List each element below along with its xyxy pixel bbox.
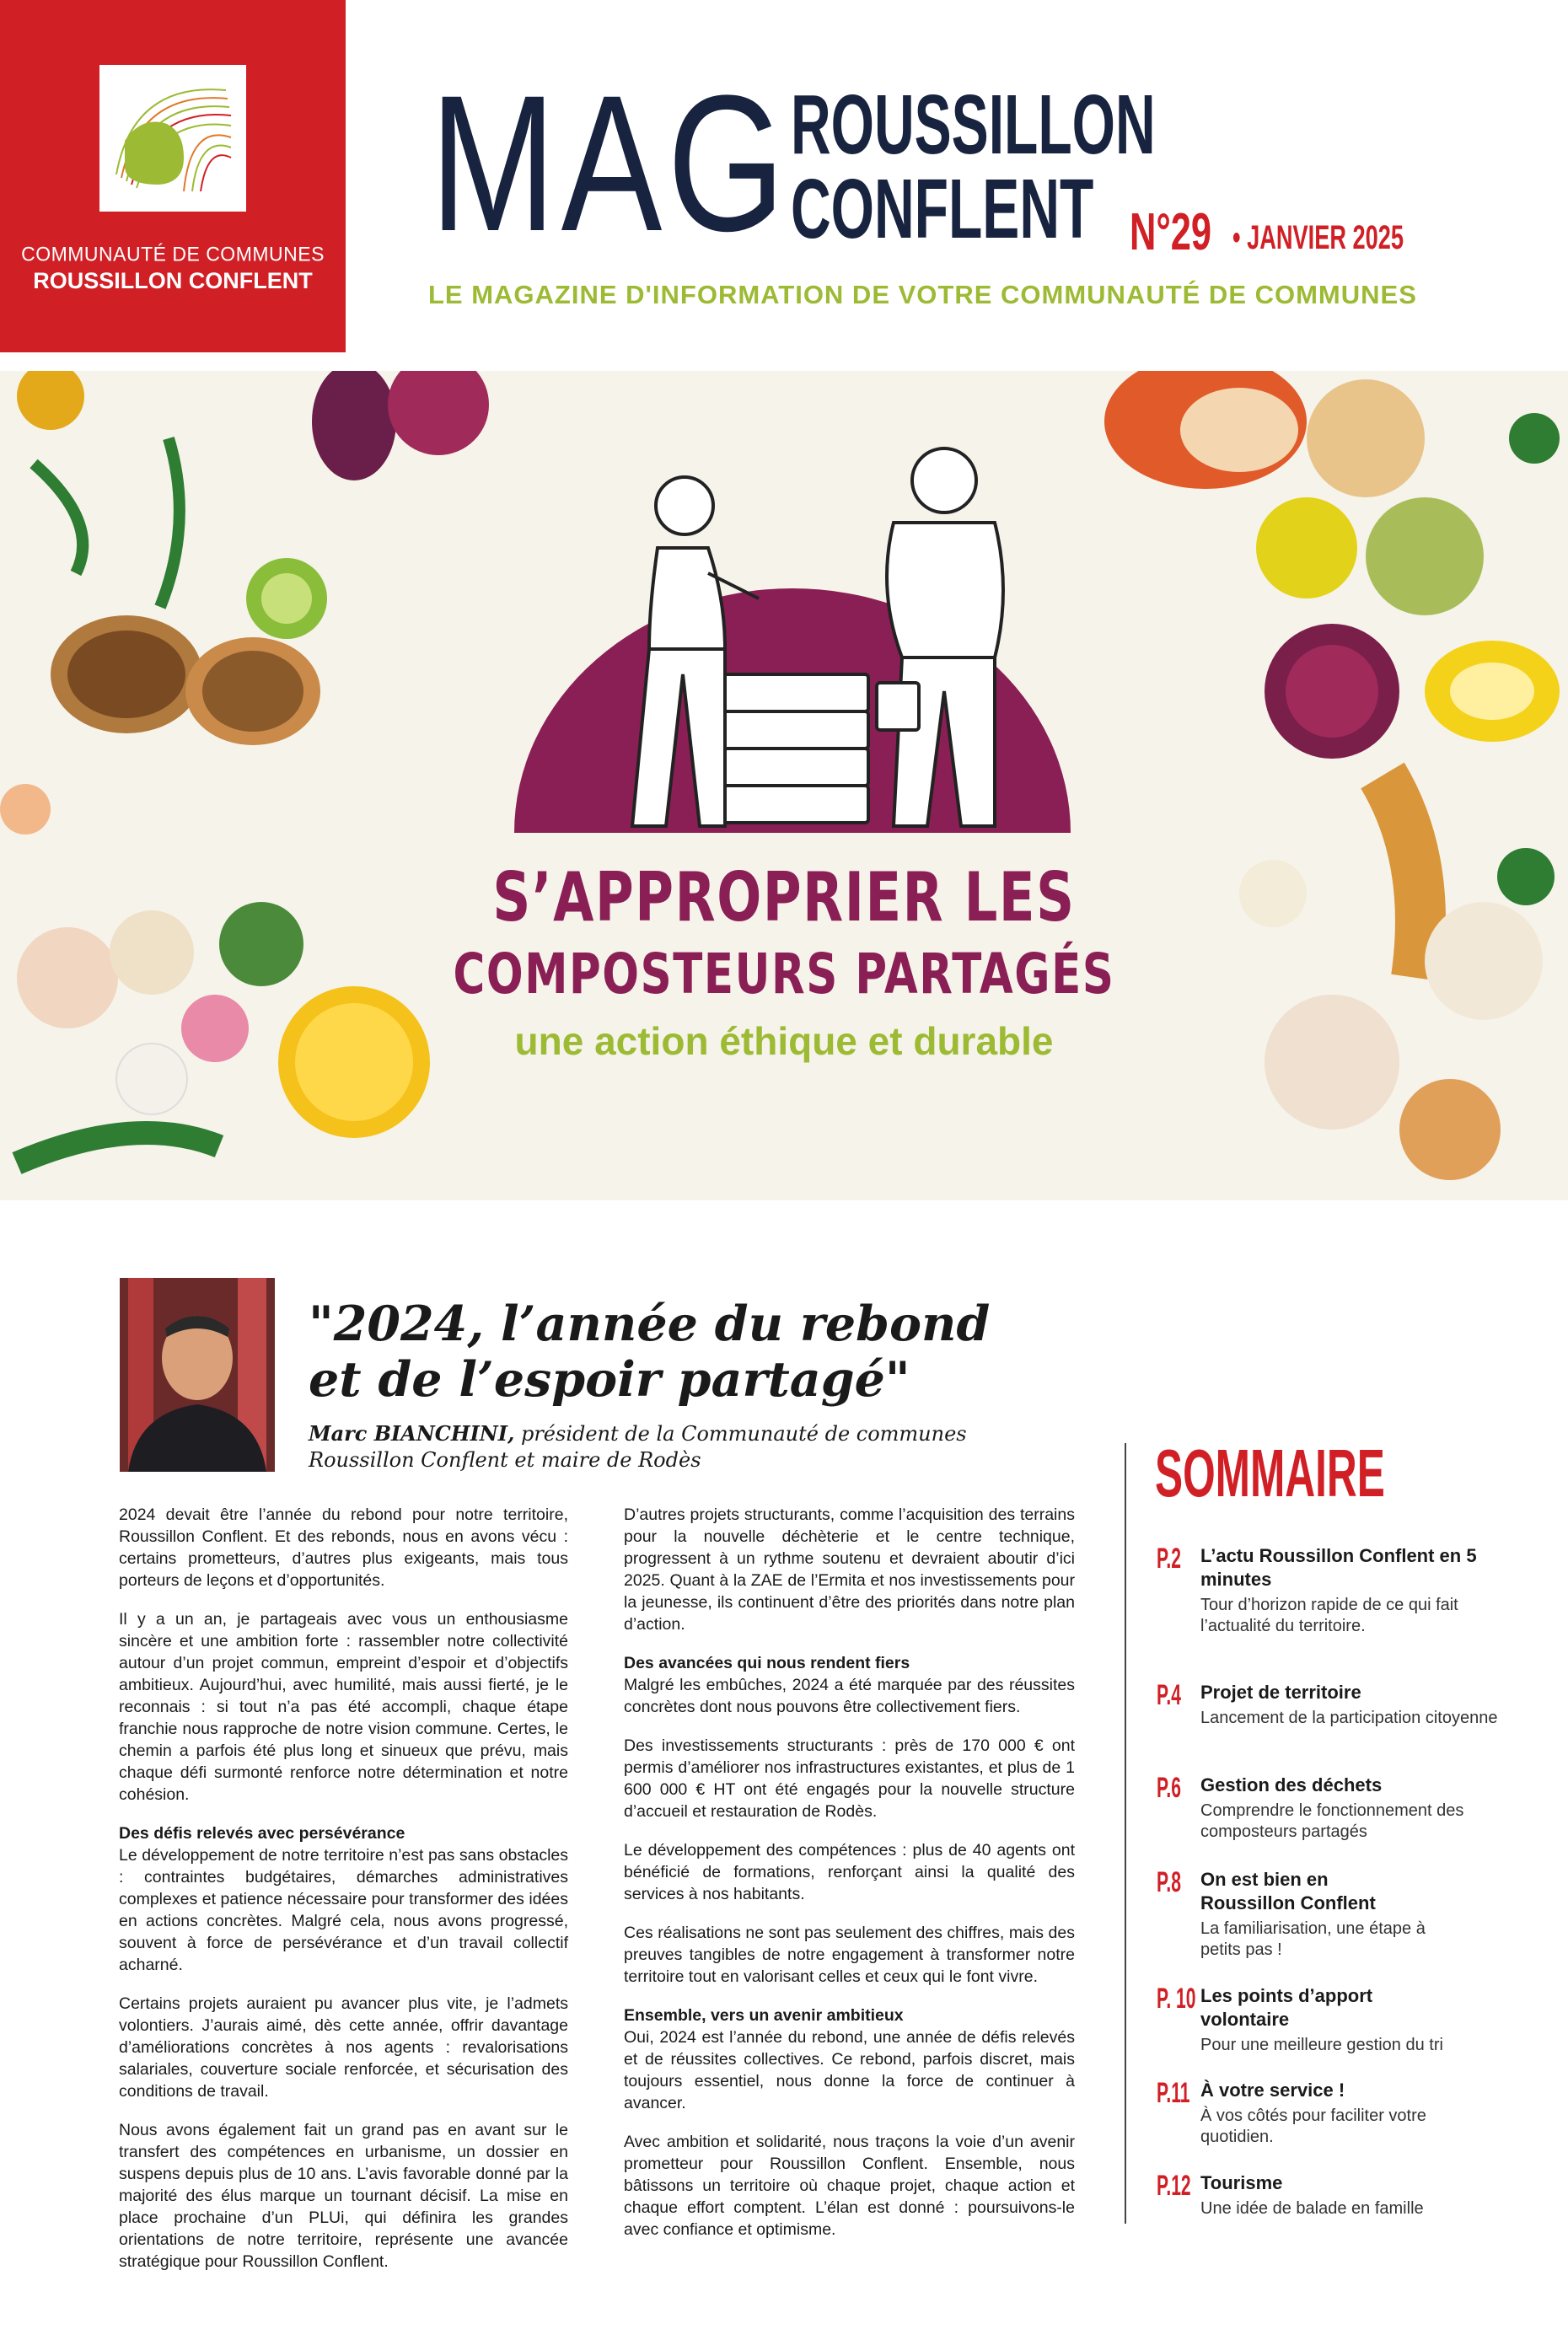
- sommaire-item-desc: Comprendre le fonctionnement des composteurs partagés: [1200, 1801, 1464, 1841]
- magazine-tagline: LE MAGAZINE D'INFORMATION DE VOTRE COMMUNAUTÉ DE COMMUNES: [428, 280, 1417, 309]
- sommaire-item-title: Tourisme: [1200, 2172, 1283, 2193]
- masthead-brand-line2: CONFLENT: [791, 162, 1094, 256]
- section-heading: Des avancées qui nous rendent fiers: [624, 1654, 910, 1672]
- sommaire-item-title: Les points d’apport volontaire: [1200, 1985, 1373, 2030]
- sommaire-item-title: L’actu Roussillon Conflent en 5 minutes: [1200, 1545, 1477, 1590]
- editorial-column-2: [624, 1504, 1075, 2257]
- paragraph: Malgré les embûches, 2024 a été marquée par des réussites concrètes dont nous pouvons être collectivement fiers.: [624, 1676, 1075, 1716]
- sommaire-page: P.4: [1157, 1679, 1181, 1711]
- editorial-title-line2: et de l’espoir partagé": [309, 1351, 910, 1408]
- editorial-byline-line2: Roussillon Conflent et maire de Rodès: [309, 1448, 701, 1472]
- sommaire-page: P.11: [1157, 2077, 1190, 2109]
- sommaire-page: P.12: [1157, 2170, 1191, 2202]
- editorial-column-1: [119, 1504, 568, 2289]
- sommaire-item-title: Projet de territoire: [1200, 1682, 1361, 1703]
- paragraph: Avec ambition et solidarité, nous traçons la voie d’un avenir prometteur pour Roussillon Conflent. Ensemble, nous bâtissons un territoire où chaque projet, chaque action et chaque effort comptent. L’élan est donné : poursuivons-le avec confiance et optimisme.: [624, 2133, 1075, 2239]
- author-name: Marc BIANCHINI,: [309, 1421, 515, 1446]
- sommaire-page: P.6: [1157, 1772, 1181, 1804]
- org-logo-emblem: [99, 65, 246, 212]
- masthead-mag: MAG: [430, 55, 791, 271]
- paragraph: Certains projets auraient pu avancer plus vite, je l’admets volontiers. J’aurais aimé, dès cette année, offrir davantage d’améliorations concrètes à nos agents : revalorisations salariales, couverture sociale renforcée, et sécurisation des conditions de travail.: [119, 1994, 568, 2101]
- paragraph: Oui, 2024 est l’année du rebond, une année de défis relevés et de réussites collectives. Ce rebond, parfois discret, mais toujours essentiel, nous donne la force de continuer à avancer.: [624, 2028, 1075, 2112]
- compost-scene-icon: [0, 371, 1568, 1200]
- section-heading: Ensemble, vers un avenir ambitieux: [624, 2006, 904, 2025]
- sommaire-page: P. 10: [1157, 1983, 1196, 2015]
- editorial-byline-line1: [309, 1421, 967, 1446]
- sommaire-item-title: On est bien en Roussillon Conflent: [1200, 1869, 1376, 1913]
- paragraph: Le développement des compétences : plus de 40 agents ont bénéficié de formations, renforçant ainsi la qualité des services à nos habitants.: [624, 1841, 1075, 1903]
- column-divider: [1125, 1443, 1126, 2224]
- sommaire-item-desc: Une idée de balade en famille: [1200, 2199, 1424, 2218]
- masthead-brand-line1: ROUSSILLON: [791, 78, 1156, 172]
- sommaire-page: P.2: [1157, 1543, 1181, 1575]
- paragraph: D’autres projets structurants, comme l’acquisition des terrains pour la nouvelle déchèterie et le centre technique, progressent à un rythme soutenu et devraient aboutir d’ici 2025. Quant à la ZAE de l’Ermita et nos investissements pour la jeunesse, ils continuent d’être des priorités dans notre plan d’action.: [624, 1505, 1075, 1634]
- org-name-line2: ROUSSILLON CONFLENT: [33, 268, 313, 293]
- paragraph: Nous avons également fait un grand pas en avant sur le transfert des compétences en urbanisme, un dossier en suspens depuis plus de 10 ans. L’avis favorable donné par la majorité des élus marque un tournant décisif. La mise en place prochaine d’un PLUi, qui définira les grandes orientations de notre territoire, représente une avancée stratégique pour Roussillon Conflent.: [119, 2121, 568, 2271]
- cover-headline-line1: S’APPROPRIER LES: [492, 858, 1076, 937]
- org-logo-block: [0, 0, 346, 352]
- paragraph: Il y a un an, je partageais avec vous un enthousiasme sincère et une ambition forte : rassembler notre collectivité autour d’un projet commun, empreint d’espoir et d’objectifs ambitieux. Aujourd’hui, avec humilité, mais aussi fierté, je le reconnais : si tout n’a pas été accompli, chaque étape franchie nous rapproche de notre vision commune. Certes, le chemin a parfois été plus long et sinueux que prévu, mais chaque défi surmonté renforce notre détermination et notre cohésion.: [119, 1610, 568, 1804]
- issue-date: • JANVIER 2025: [1232, 219, 1404, 256]
- portrait-person-icon: [120, 1278, 275, 1472]
- paragraph: 2024 devait être l’année du rebond pour notre territoire, Roussillon Conflent. Et des rebonds, nous en avons vécu : certains prometteurs, d’autres plus exigeants, mais tous porteurs de leçons et d’opportunités.: [119, 1505, 568, 1590]
- org-name-line1: COMMUNAUTÉ DE COMMUNES: [21, 242, 325, 266]
- cover-illustration: [0, 371, 1568, 1200]
- sommaire-item-title: À votre service !: [1200, 2080, 1345, 2101]
- sommaire-item-desc: Lancement de la participation citoyenne: [1200, 1709, 1498, 1727]
- logo-arcs-icon: [99, 65, 246, 212]
- issue-number: N°29: [1130, 203, 1211, 261]
- paragraph: Ces réalisations ne sont pas seulement des chiffres, mais des preuves tangibles de notre engagement à transformer notre territoire tout en valorisant celles et ceux qui le font vivre.: [624, 1924, 1075, 1986]
- paragraph: Des investissements structurants : près de 170 000 € ont permis d’améliorer nos infrastructures existantes, et plus de 1 600 000 € HT ont été engagés pour la nouvelle structure d’accueil et restauration de Rodès.: [624, 1736, 1075, 1821]
- cover-headline-line2: COMPOSTEURS PARTAGÉS: [453, 942, 1115, 1006]
- sommaire-item-desc: Pour une meilleure gestion du tri: [1200, 2036, 1443, 2054]
- president-portrait: [120, 1278, 275, 1472]
- sommaire-item-desc: Tour d’horizon rapide de ce qui fait l’actualité du territoire.: [1200, 1596, 1458, 1635]
- sommaire-item-desc: À vos côtés pour faciliter votre quotidien.: [1200, 2107, 1426, 2146]
- sommaire-item-desc: La familiarisation, une étape à petits pas !: [1200, 1919, 1426, 1959]
- author-role: président de la Communauté de communes: [514, 1422, 967, 1446]
- sommaire-page: P.8: [1157, 1866, 1181, 1898]
- editorial-title-line1: "2024, l’année du rebond: [309, 1296, 991, 1352]
- section-heading: Des défis relevés avec persévérance: [119, 1824, 405, 1843]
- sommaire-item-title: Gestion des déchets: [1200, 1774, 1383, 1795]
- cover-subheadline: une action éthique et durable: [514, 1019, 1054, 1063]
- sommaire-title: SOMMAIRE: [1155, 1436, 1385, 1511]
- paragraph: Le développement de notre territoire n’est pas sans obstacles : contraintes budgétaires, démarches administratives complexes et patience nécessaire pour transformer des idées en actions concrètes. Malgré cela, nous avons progressé, souvent à force de persévérance et d’un travail collectif acharné.: [119, 1846, 568, 1974]
